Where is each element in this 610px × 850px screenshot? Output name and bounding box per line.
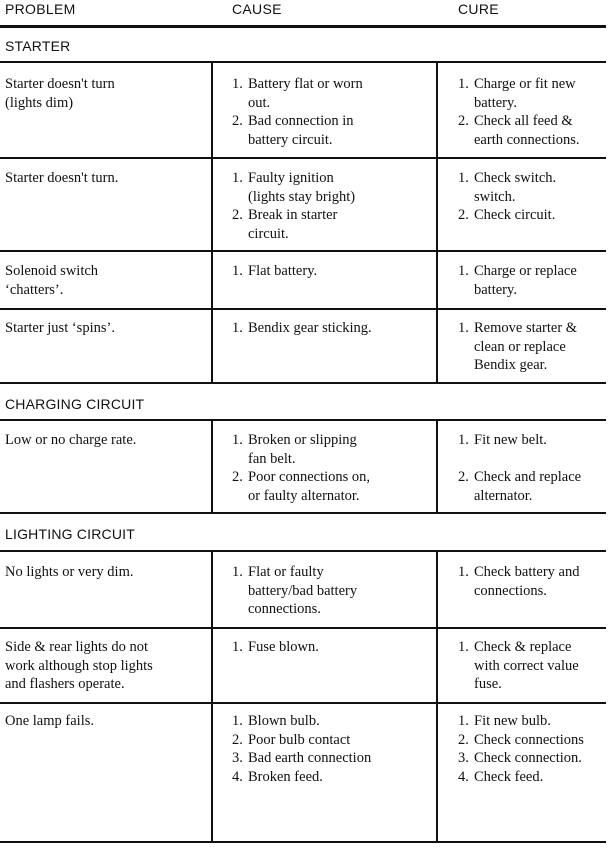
- problem-cell: [5, 262, 98, 299]
- cause-number: 1.: [232, 713, 243, 729]
- cause-list: [232, 563, 357, 619]
- cause-line: Broken feed.: [248, 768, 323, 785]
- problem-cell: [5, 563, 133, 582]
- problem-line: Starter doesn't turn.: [5, 170, 119, 186]
- cure-number: 2.: [458, 731, 469, 748]
- cause-number: 2.: [232, 113, 243, 129]
- problem-cell: [5, 638, 153, 694]
- cause-item: [232, 262, 317, 281]
- cause-list: [232, 75, 363, 149]
- problem-cell: [5, 712, 94, 731]
- cure-line: Check & replace: [474, 639, 572, 655]
- cause-line: connections.: [248, 601, 321, 617]
- cause-line: Flat or faulty: [248, 564, 324, 580]
- cause-number: 2.: [232, 469, 243, 485]
- section-title-lighting: LIGHTING CIRCUIT: [5, 526, 135, 542]
- cure-line: connections.: [474, 582, 547, 599]
- cause-line: Flat battery.: [248, 263, 318, 279]
- cure-line: Check switch.: [474, 170, 557, 186]
- cause-line: (lights stay bright): [248, 188, 356, 205]
- cure-number: 4.: [458, 768, 469, 785]
- cure-line: Charge or fit new: [474, 76, 576, 92]
- problem-line: work although stop lights: [5, 657, 153, 674]
- problem-line: and flashers operate.: [5, 676, 125, 692]
- cure-line: clean or replace: [474, 338, 566, 355]
- cause-list: [232, 169, 355, 243]
- rule-lighting-title: [0, 550, 606, 552]
- cause-number: 2.: [232, 731, 243, 748]
- cure-line: Check and replace: [474, 469, 582, 485]
- rule-charging-title: [0, 419, 606, 421]
- cure-line: Fit new belt.: [474, 432, 547, 448]
- cure-line: with correct value: [474, 657, 579, 674]
- cure-item: [458, 169, 556, 206]
- cause-list: [232, 319, 372, 338]
- cure-list: [458, 563, 580, 600]
- cause-line: Poor connections on,: [248, 469, 371, 485]
- cause-line: Battery flat or worn: [248, 76, 363, 92]
- divider-lighting-right: [436, 552, 438, 842]
- cure-line: Check connection.: [474, 750, 582, 766]
- cure-item: [458, 563, 580, 600]
- cure-line: alternator.: [474, 487, 533, 504]
- cure-number: 1.: [458, 320, 469, 336]
- cause-item: [232, 563, 357, 619]
- cause-item: [232, 749, 371, 768]
- cure-line: Fit new bulb.: [474, 713, 551, 729]
- cause-number: 1.: [232, 639, 243, 655]
- section-title-starter: STARTER: [5, 38, 71, 54]
- cause-line: Bendix gear sticking.: [248, 320, 372, 336]
- cure-item: [458, 112, 580, 149]
- cure-item: [458, 319, 577, 375]
- cause-line: Broken or slipping: [248, 432, 357, 448]
- cure-line: Check battery and: [474, 564, 580, 580]
- cure-item: [458, 431, 581, 468]
- cause-line: out.: [248, 94, 271, 111]
- problem-line: Low or no charge rate.: [5, 432, 137, 448]
- divider-starter-right: [436, 63, 438, 383]
- cure-number: 3.: [458, 750, 469, 766]
- cure-list: [458, 638, 579, 694]
- cure-line: switch.: [474, 188, 516, 205]
- cause-line: Faulty ignition: [248, 170, 334, 186]
- cure-number: 2.: [458, 207, 469, 223]
- cause-line: fan belt.: [248, 450, 296, 467]
- rule-row: [0, 157, 606, 159]
- rule-row: [0, 250, 606, 252]
- cause-number: 1.: [232, 320, 243, 336]
- problem-cell: [5, 169, 118, 188]
- cause-number: 1.: [232, 432, 243, 448]
- cause-item: [232, 206, 355, 243]
- cause-item: [232, 112, 363, 149]
- problem-line: (lights dim): [5, 94, 74, 111]
- cause-line: Fuse blown.: [248, 639, 319, 655]
- cure-line: Charge or replace: [474, 263, 577, 279]
- problem-line: Solenoid switch: [5, 263, 99, 279]
- cause-line: Bad connection in: [248, 113, 354, 129]
- cure-line: Check feed.: [474, 768, 544, 785]
- cause-list: [232, 431, 370, 505]
- cure-item: [458, 206, 556, 225]
- cause-number: 3.: [232, 750, 243, 766]
- cause-line: or faulty alternator.: [248, 487, 360, 504]
- cause-line: Poor bulb contact: [248, 731, 351, 748]
- rule-header: [0, 25, 606, 28]
- cure-item: [458, 712, 584, 731]
- cure-list: [458, 169, 556, 225]
- cure-item: [458, 638, 579, 694]
- cure-number: 1.: [458, 713, 469, 729]
- cause-line: circuit.: [248, 225, 289, 242]
- cause-item: [232, 75, 363, 112]
- cause-item: [232, 431, 370, 468]
- cause-item: [232, 731, 371, 750]
- cure-item: [458, 749, 584, 768]
- cure-item: [458, 468, 581, 505]
- header-cause: CAUSE: [232, 1, 282, 17]
- problem-line: ‘chatters’.: [5, 281, 64, 298]
- cure-line: battery.: [474, 94, 517, 111]
- cure-line: Check connections: [474, 731, 584, 748]
- cause-line: Blown bulb.: [248, 713, 320, 729]
- cause-item: [232, 468, 370, 505]
- cure-line: earth connections.: [474, 131, 580, 148]
- divider-lighting-left: [211, 552, 213, 842]
- cure-item: [458, 75, 580, 112]
- section-title-charging: CHARGING CIRCUIT: [5, 396, 145, 412]
- cause-number: 1.: [232, 263, 243, 279]
- cure-line: Remove starter &: [474, 320, 578, 336]
- problem-cell: [5, 431, 136, 450]
- cause-number: 2.: [232, 207, 243, 223]
- rule-row: [0, 702, 606, 704]
- problem-line: One lamp fails.: [5, 713, 94, 729]
- cure-number: 2.: [458, 469, 469, 485]
- cure-number: 1.: [458, 170, 469, 186]
- problem-line: Starter just ‘spins’.: [5, 320, 115, 336]
- cause-item: [232, 638, 319, 657]
- rule-bottom: [0, 841, 606, 843]
- cure-item: [458, 262, 577, 299]
- cure-number: 1.: [458, 432, 469, 448]
- cause-line: battery circuit.: [248, 131, 333, 148]
- divider-charging-left: [211, 421, 213, 513]
- cause-number: 1.: [232, 76, 243, 92]
- divider-starter-left: [211, 63, 213, 383]
- header-problem: PROBLEM: [5, 1, 76, 17]
- rule-section: [0, 512, 606, 514]
- cure-list: [458, 262, 577, 299]
- rule-starter-title: [0, 61, 606, 63]
- cure-list: [458, 75, 580, 149]
- cure-number: 2.: [458, 113, 469, 129]
- cure-line: battery.: [474, 281, 517, 298]
- rule-row: [0, 308, 606, 310]
- cure-number: 1.: [458, 564, 469, 580]
- problem-line: No lights or very dim.: [5, 564, 134, 580]
- cure-number: 1.: [458, 263, 469, 279]
- cure-list: [458, 319, 577, 375]
- cause-line: Bad earth connection: [248, 750, 372, 766]
- cure-line: fuse.: [474, 676, 502, 692]
- cause-list: [232, 262, 317, 281]
- cause-line: Break in starter: [248, 207, 338, 223]
- header-cure: CURE: [458, 1, 499, 17]
- cause-number: 1.: [232, 564, 243, 580]
- divider-charging-right: [436, 421, 438, 513]
- cure-list: [458, 431, 581, 505]
- cure-line: Bendix gear.: [474, 357, 548, 373]
- problem-cell: [5, 319, 115, 338]
- cause-item: [232, 319, 372, 338]
- cure-item: [458, 768, 584, 787]
- rule-section: [0, 382, 606, 384]
- cure-list: [458, 712, 584, 786]
- problem-line: Side & rear lights do not: [5, 639, 148, 655]
- cause-number: 4.: [232, 768, 243, 785]
- cause-number: 1.: [232, 170, 243, 186]
- cure-number: 1.: [458, 76, 469, 92]
- cure-line-blank: [474, 450, 581, 469]
- cure-item: [458, 731, 584, 750]
- cause-list: [232, 638, 319, 657]
- cause-item: [232, 169, 355, 206]
- cause-line: battery/bad battery: [248, 582, 358, 599]
- cause-item: [232, 712, 371, 731]
- problem-cell: [5, 75, 115, 112]
- cure-number: 1.: [458, 639, 469, 655]
- cure-line: Check circuit.: [474, 207, 556, 223]
- cure-line: Check all feed &: [474, 113, 573, 129]
- cause-list: [232, 712, 371, 786]
- problem-line: Starter doesn't turn: [5, 76, 115, 92]
- cause-item: [232, 768, 371, 787]
- rule-row: [0, 627, 606, 629]
